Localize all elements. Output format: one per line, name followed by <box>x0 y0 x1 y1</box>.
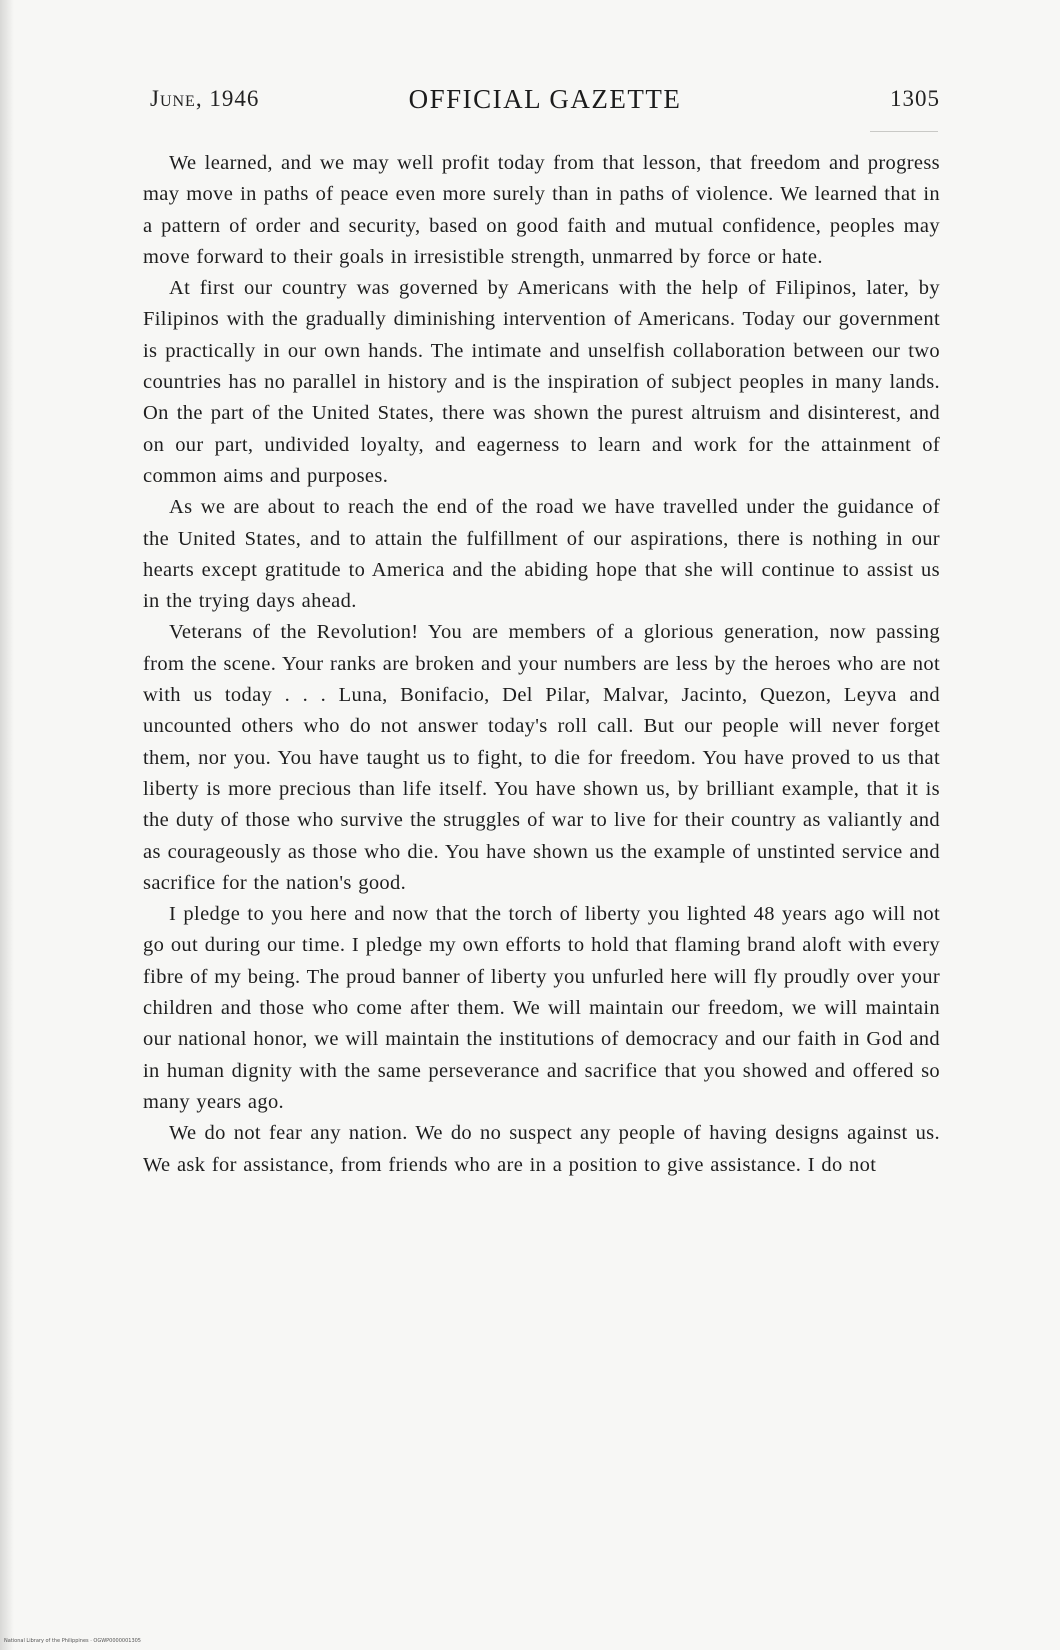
page-number: 1305 <box>890 86 940 111</box>
paragraph-veterans: Veterans of the Revolution! You are members of a glorious generation, now passing from the scene. Your ranks are broken and your numbers are less by the heroes who are not with us today . . . Luna, Bonifacio, Del Pilar, Malvar, Jacinto, Quezon, Leyva and uncounted others who do not answer today's roll call. But our people will never forget them, nor you. You have taught us to fight, to die for freedom. You have proved to us that liberty is more precious than life itself. You have shown us, by brilliant example, that it is the duty of those who survive the struggles of war to live for their country as valiantly and as courageously as those who die. You have shown us the example of unstinted service and sacrifice for the nation's good. <box>143 621 940 894</box>
page-header <box>150 82 940 118</box>
page-edge-shadow <box>0 0 14 1650</box>
header-date: June, 1946 <box>150 86 260 111</box>
article-body <box>143 148 940 1181</box>
paragraph-pledge: I pledge to you here and now that the torch of liberty you lighted 48 years ago will not go out during our time. I pledge my own efforts to hold that flaming brand aloft with every fibre of my being. The proud banner of liberty you unfurled here will fly proudly over your children and those who come after them. We will maintain our freedom, we will maintain our national honor, we will maintain the institutions of democracy and our faith in God and in human dignity with the same perseverance and sacrifice that you showed and offered so many years ago. <box>143 903 940 1113</box>
header-title: OFFICIAL GAZETTE <box>408 84 682 114</box>
scan-source-note: National Library of the Philippines · OGWP0000001305 <box>4 1638 141 1644</box>
paragraph-gratitude: As we are about to reach the end of the road we have travelled under the guidance of the United States, and to attain the fulfillment of our aspirations, there is nothing in our hearts except gratitude to America and the abiding hope that she will continue to assist us in the trying days ahead. <box>143 496 940 613</box>
paragraph-no-fear: We do not fear any nation. We do no suspect any people of having designs against us. We ask for assistance, from friends who are in a position to give assistance. I do not <box>143 1122 940 1176</box>
header-rule <box>870 131 938 132</box>
paragraph-government: At first our country was governed by Americans with the help of Filipinos, later, by Filipinos with the gradually diminishing intervention of Americans. Today our government is practically in our own hands. The intimate and unselfish collaboration between our two countries has no parallel in history and is the inspiration of subject peoples in many lands. On the part of the United States, there was shown the purest altruism and disinterest, and on our part, undivided loyalty, and eagerness to learn and work for the attainment of common aims and purposes. <box>143 277 940 487</box>
paragraph-lesson-of-peace: We learned, and we may well profit today from that lesson, that freedom and progress may move in paths of peace even more surely than in paths of violence. We learned that in a pattern of order and security, based on good faith and mutual confidence, peoples may move forward to their goals in irresistible strength, unmarred by force or hate. <box>143 152 940 268</box>
